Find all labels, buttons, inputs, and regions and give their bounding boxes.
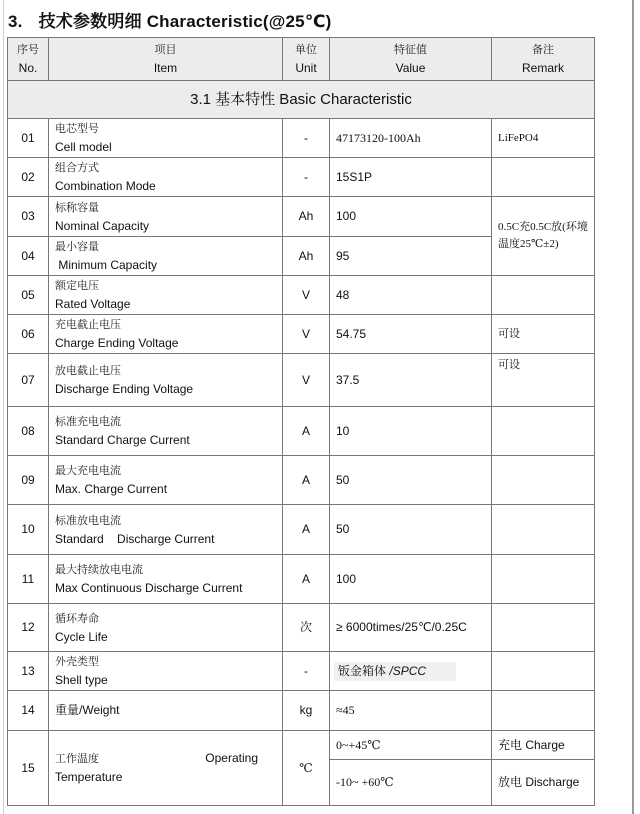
row-number: 06	[8, 315, 49, 354]
remark-charge: 充电 Charge	[498, 738, 565, 752]
row-remark-temperature	[492, 731, 595, 806]
row-unit: Ah	[283, 197, 330, 237]
col-value-header: 特征值 Value	[330, 38, 492, 81]
row-item: 外壳类型 Shell type	[49, 652, 283, 691]
row-value: ≥ 6000times/25℃/0.25C	[330, 604, 492, 652]
row-number: 10	[8, 505, 49, 555]
row-remark	[492, 652, 595, 691]
row-remark	[492, 456, 595, 505]
row-number: 04	[8, 237, 49, 276]
table-row	[8, 731, 595, 806]
characteristic-table	[7, 37, 595, 806]
row-unit: -	[283, 158, 330, 197]
col-unit-header: 单位 Unit	[283, 38, 330, 81]
section-row	[8, 81, 595, 119]
row-item: 充电截止电压 Charge Ending Voltage	[49, 315, 283, 354]
row-item: 最大充电电流 Max. Charge Current	[49, 456, 283, 505]
table-row	[8, 354, 595, 407]
row-item: 重量/Weight	[49, 691, 283, 731]
row-unit: Ah	[283, 237, 330, 276]
row-number: 11	[8, 555, 49, 604]
row-remark	[492, 158, 595, 197]
row-item: 标准充电电流 Standard Charge Current	[49, 407, 283, 456]
col-remark-header: 备注 Remark	[492, 38, 595, 81]
table-row	[8, 604, 595, 652]
table-row	[8, 158, 595, 197]
row-remark: LiFePO4	[492, 119, 595, 158]
row-unit: -	[283, 652, 330, 691]
row-number: 12	[8, 604, 49, 652]
row-item: 放电截止电压 Discharge Ending Voltage	[49, 354, 283, 407]
row-item: 标准放电电流 Standard Discharge Current	[49, 505, 283, 555]
row-unit: V	[283, 276, 330, 315]
row-value: ≈45	[330, 691, 492, 731]
table-row	[8, 407, 595, 456]
row-value: 10	[330, 407, 492, 456]
row-number: 01	[8, 119, 49, 158]
row-unit: -	[283, 119, 330, 158]
header-row	[8, 38, 595, 81]
row-value-temperature	[330, 731, 492, 806]
row-value: 100	[330, 197, 492, 237]
row-remark	[492, 407, 595, 456]
row-unit: kg	[283, 691, 330, 731]
row-item: 标称容量 Nominal Capacity	[49, 197, 283, 237]
row-remark	[492, 604, 595, 652]
row-remark: 可设	[492, 354, 595, 407]
value-discharge-temp: -10~ +60℃	[330, 759, 491, 805]
row-item: 额定电压 Rated Voltage	[49, 276, 283, 315]
row-unit: A	[283, 505, 330, 555]
row-item: 循环寿命 Cycle Life	[49, 604, 283, 652]
row-value: 47173120-100Ah	[330, 119, 492, 158]
value-charge-temp: 0~+45℃	[336, 738, 381, 752]
row-value	[330, 652, 492, 691]
row-remark	[492, 555, 595, 604]
remark-discharge: 放电 Discharge	[492, 759, 594, 805]
row-number: 03	[8, 197, 49, 237]
row-unit: A	[283, 407, 330, 456]
row-value: 95	[330, 237, 492, 276]
row-value: 100	[330, 555, 492, 604]
heading-number: 3.	[8, 12, 23, 31]
row-item: 最小容量 Minimum Capacity	[49, 237, 283, 276]
table-row	[8, 691, 595, 731]
row-number: 09	[8, 456, 49, 505]
row-remark	[492, 691, 595, 731]
page-edge-left	[3, 0, 4, 814]
table-row	[8, 315, 595, 354]
row-item: 最大持续放电电流 Max Continuous Discharge Current	[49, 555, 283, 604]
table-row	[8, 119, 595, 158]
row-item: 组合方式 Combination Mode	[49, 158, 283, 197]
row-unit: A	[283, 456, 330, 505]
row-unit: V	[283, 315, 330, 354]
heading-title: 技术参数明细 Characteristic(@25℃)	[38, 12, 332, 31]
shell-type-value: 钣金箱体 /SPCC	[334, 662, 456, 681]
row-unit: V	[283, 354, 330, 407]
row-number: 08	[8, 407, 49, 456]
row-unit: A	[283, 555, 330, 604]
row-unit: 次	[283, 604, 330, 652]
row-item: 工作温度 Operating Temperature	[49, 731, 283, 806]
row-remark: 可设	[492, 315, 595, 354]
section-title: 3.1 基本特性 Basic Characteristic	[8, 81, 595, 119]
row-number: 15	[8, 731, 49, 806]
col-item-header: 项目 Item	[49, 38, 283, 81]
row-remark	[492, 505, 595, 555]
row-item: 电芯型号 Cell model	[49, 119, 283, 158]
row-number: 07	[8, 354, 49, 407]
row-remark-capacity: 0.5C充0.5C放(环境温度25℃±2)	[492, 197, 595, 276]
table-row	[8, 652, 595, 691]
page-edge-right	[632, 0, 634, 814]
row-number: 02	[8, 158, 49, 197]
row-remark	[492, 276, 595, 315]
table-row	[8, 505, 595, 555]
row-value: 54.75	[330, 315, 492, 354]
row-value: 15S1P	[330, 158, 492, 197]
section-heading	[8, 7, 331, 32]
table-row	[8, 197, 595, 237]
row-number: 14	[8, 691, 49, 731]
row-value: 50	[330, 505, 492, 555]
row-value: 37.5	[330, 354, 492, 407]
table-row	[8, 456, 595, 505]
col-no-header: 序号 No.	[8, 38, 49, 81]
table-row	[8, 555, 595, 604]
table-row	[8, 276, 595, 315]
row-number: 05	[8, 276, 49, 315]
row-number: 13	[8, 652, 49, 691]
row-value: 48	[330, 276, 492, 315]
row-unit: ℃	[283, 731, 330, 806]
row-value: 50	[330, 456, 492, 505]
